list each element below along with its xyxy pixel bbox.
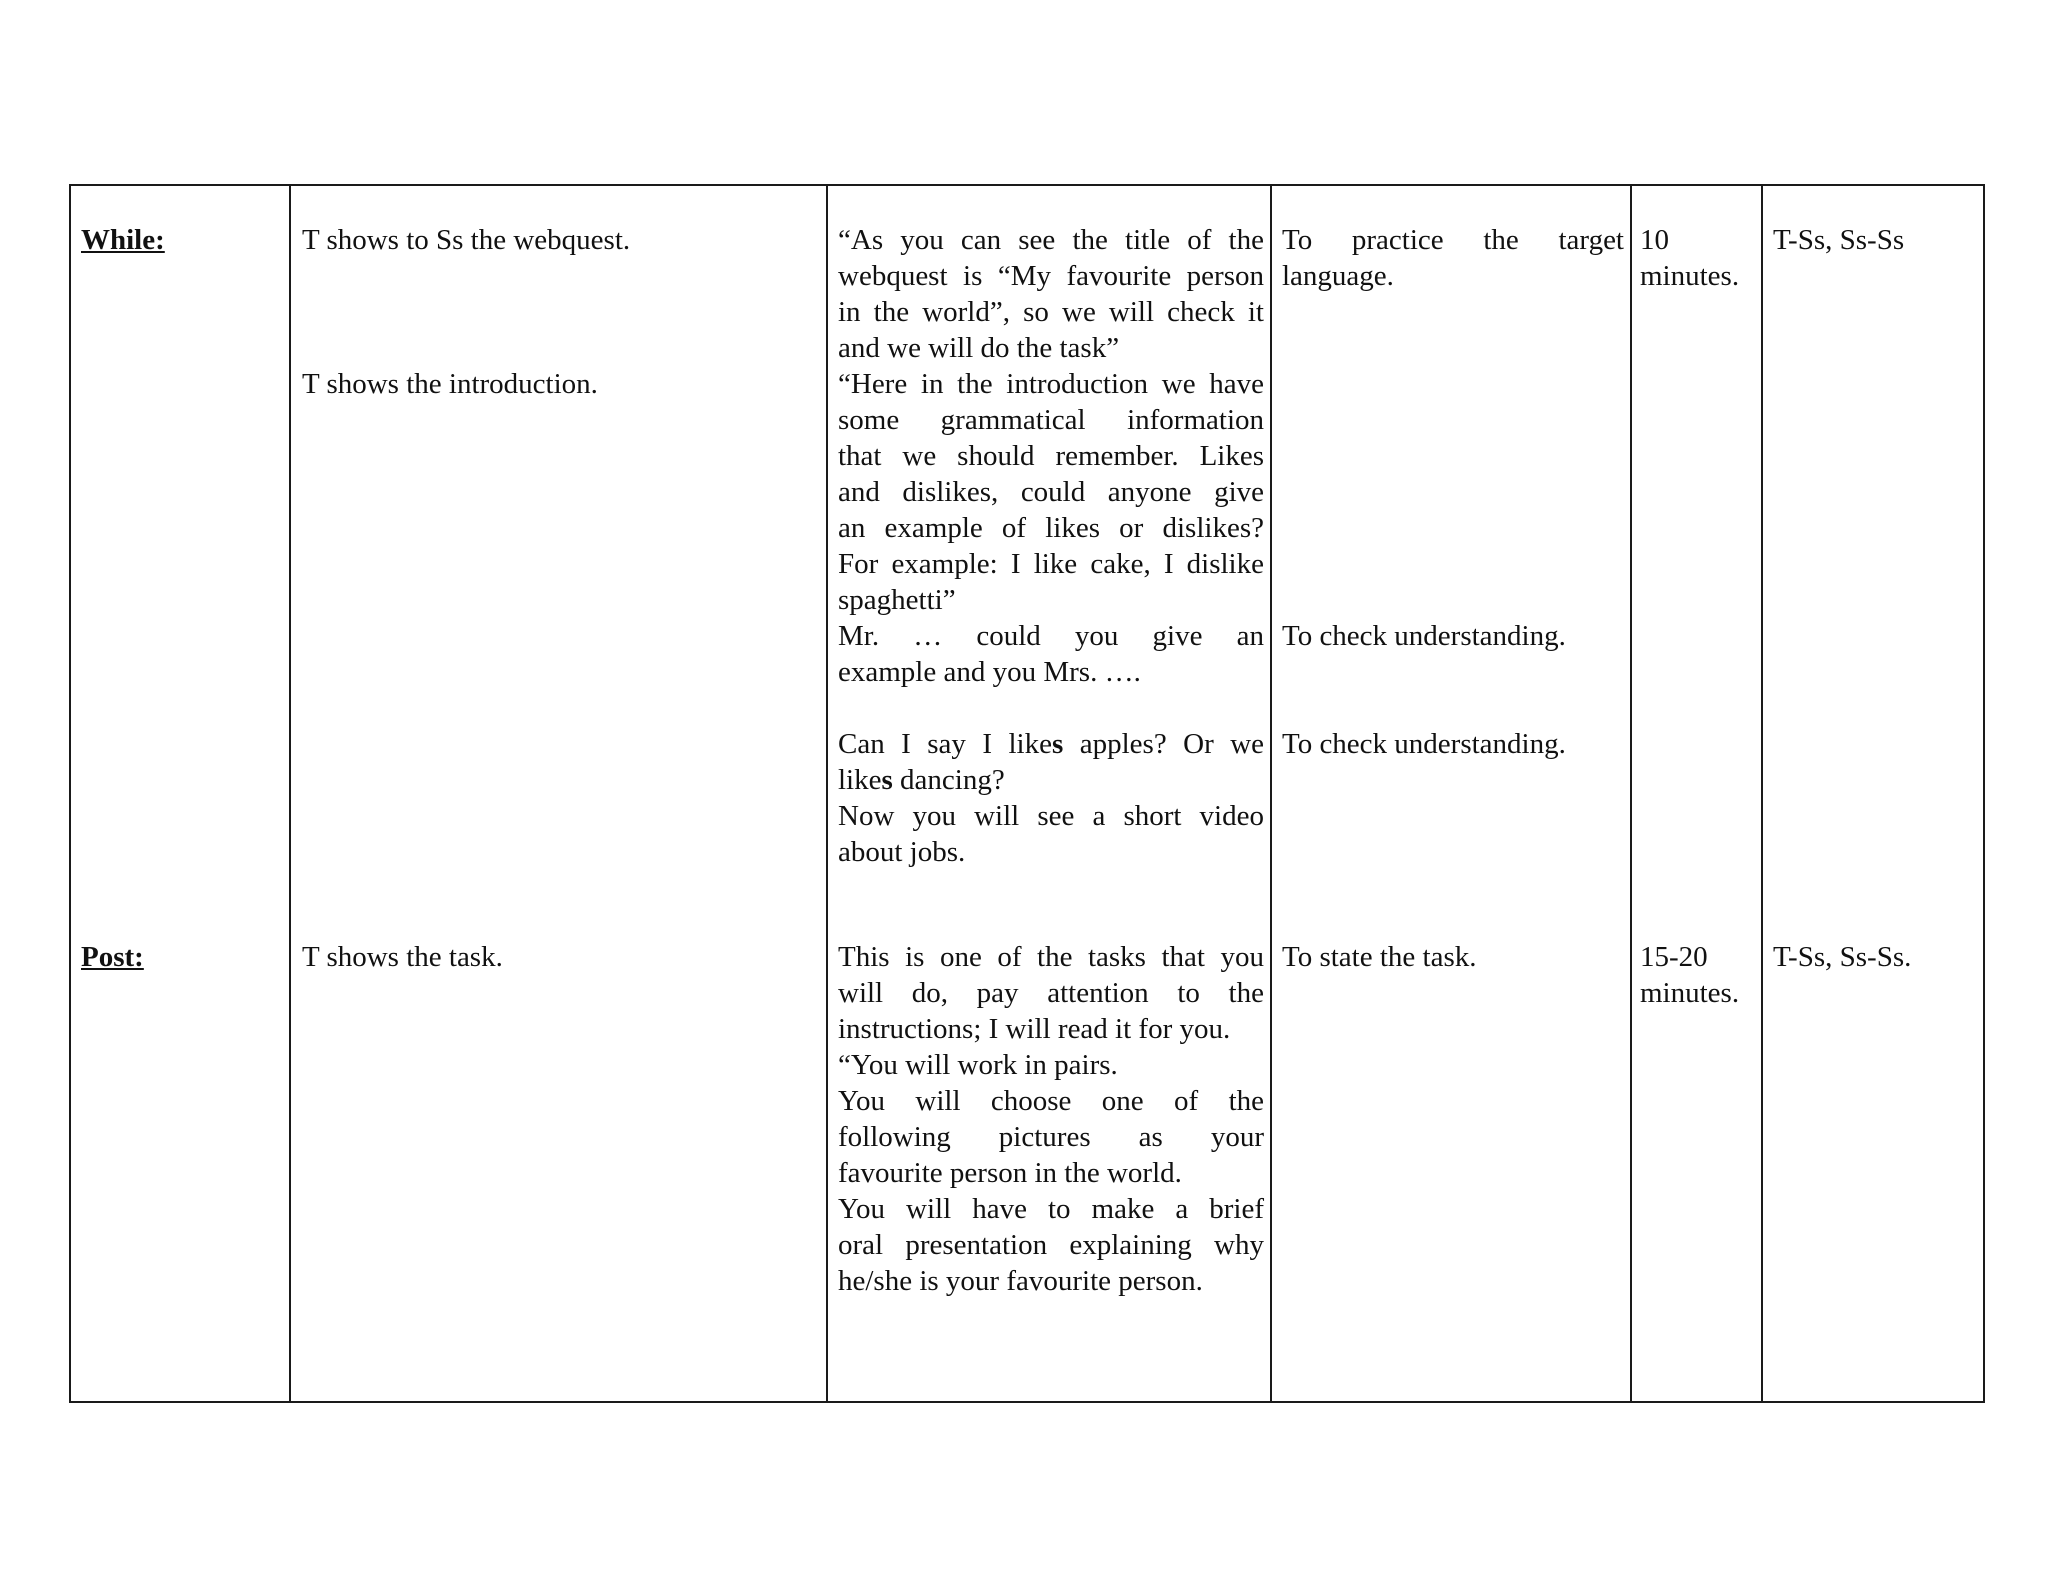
text-line: You will choose one of the (838, 1085, 1264, 1117)
teacher-talk-cell (827, 185, 1271, 1402)
text-line: “You will work in pairs. (838, 1049, 1118, 1081)
text-line: To practice the target (1282, 224, 1624, 256)
teacher-talk-paragraph (838, 798, 1264, 870)
text-line: 15-20 (1640, 941, 1708, 973)
teacher-talk-paragraph (838, 939, 1264, 1083)
stage-label-post: Post: (81, 941, 144, 973)
text-line: about jobs. (838, 836, 966, 868)
aim-text: To check understanding. (1282, 728, 1566, 760)
emphasis-letter: s (881, 764, 893, 796)
text-line: Now you will see a short video (838, 800, 1264, 832)
time-cell (1631, 185, 1762, 1402)
time-text (1640, 222, 1758, 294)
lesson-plan-table (69, 184, 1985, 1403)
text-line: language. (1282, 260, 1394, 292)
procedure-text: T shows the introduction. (302, 368, 598, 400)
text-run: apples? Or we (1063, 728, 1265, 760)
teacher-talk-paragraph (838, 1083, 1264, 1191)
text-line: will do, pay attention to the (838, 977, 1264, 1009)
interaction-text: T-Ss, Ss-Ss. (1773, 941, 1912, 973)
text-line: 10 (1640, 224, 1669, 256)
aim-text: To check understanding. (1282, 620, 1566, 652)
text-line: “Here in the introduction we have (838, 368, 1264, 400)
text-line: You will have to make a brief (838, 1193, 1264, 1225)
stage-cell (70, 185, 290, 1402)
text-line (838, 762, 1264, 798)
text-line: minutes. (1640, 260, 1740, 292)
text-line: and we will do the task” (838, 332, 1120, 364)
text-line: For example: I like cake, I dislike (838, 548, 1264, 580)
text-line: that we should remember. Likes (838, 440, 1264, 472)
text-run: dancing? (892, 764, 1005, 796)
text-line: in the world”, so we will check it (838, 296, 1264, 328)
interaction-cell (1762, 185, 1984, 1402)
text-line: Mr. … could you give an (838, 620, 1264, 652)
text-line: favourite person in the world. (838, 1157, 1182, 1189)
text-line: spaghetti” (838, 584, 956, 616)
text-line: This is one of the tasks that you (838, 941, 1264, 973)
emphasis-letter: s (1051, 728, 1064, 760)
aim-text: To state the task. (1282, 941, 1477, 973)
text-line: oral presentation explaining why (838, 1229, 1264, 1261)
interaction-text: T-Ss, Ss-Ss (1773, 224, 1905, 256)
text-line: instructions; I will read it for you. (838, 1013, 1231, 1045)
text-line: he/she is your favourite person. (838, 1265, 1203, 1297)
text-line: example and you Mrs. …. (838, 656, 1141, 688)
teacher-talk-paragraph (838, 1191, 1264, 1299)
text-line: minutes. (1640, 977, 1740, 1009)
aims-cell (1271, 185, 1631, 1402)
aim-text (1282, 222, 1624, 294)
text-run: like (838, 764, 882, 796)
text-line: and dislikes, could anyone give (838, 476, 1264, 508)
table-row (70, 185, 1984, 1402)
procedure-cell (290, 185, 827, 1402)
procedure-text: T shows the task. (302, 941, 503, 973)
text-line (838, 726, 1264, 762)
procedure-text: T shows to Ss the webquest. (302, 224, 631, 256)
text-line: “As you can see the title of the (838, 224, 1264, 256)
teacher-talk-paragraph (838, 222, 1264, 690)
text-run: Can I say I like (838, 728, 1052, 760)
teacher-talk-paragraph (838, 726, 1264, 798)
stage-label-while: While: (81, 224, 165, 256)
text-line: an example of likes or dislikes? (838, 512, 1264, 544)
time-text (1640, 939, 1758, 1011)
text-line: some grammatical information (838, 404, 1264, 436)
text-line: webquest is “My favourite person (838, 260, 1264, 292)
text-line: following pictures as your (838, 1121, 1264, 1153)
